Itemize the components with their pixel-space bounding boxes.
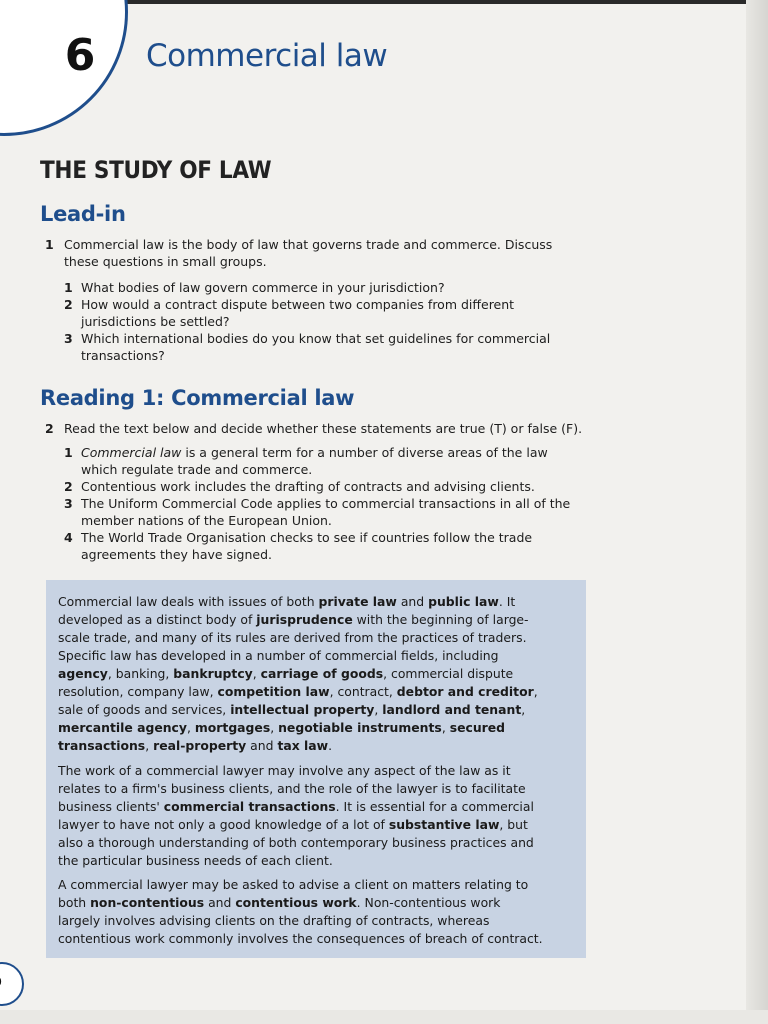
passage-paragraph-1: [58, 593, 543, 755]
passage-paragraph-2: [58, 762, 543, 870]
passage-text: with the beginning of large-scale trade, and many of its rules are derived from the practices of traders. Specific law has developed in a number of commercial fields, including: [58, 612, 529, 663]
item-text: What bodies of law govern commerce in your jurisdiction?: [81, 280, 445, 295]
passage-text: , banking,: [107, 666, 174, 681]
list-item: [64, 529, 584, 563]
item-number: 1: [64, 445, 73, 460]
passage-text: and: [204, 895, 236, 910]
item-text: The Uniform Commercial Code applies to commercial transactions in all of the member nations of the European Union.: [81, 496, 571, 528]
passage-text: ,: [374, 702, 383, 717]
key-term: secured transactions: [58, 720, 506, 753]
list-item: [64, 478, 584, 495]
chapter-number: 6: [64, 30, 96, 81]
passage-text: , commercial dispute resolution, company law,: [58, 666, 514, 699]
key-term: bankruptcy: [173, 666, 253, 681]
passage-text: and: [396, 594, 429, 609]
passage-text: ,: [441, 720, 450, 735]
page-edge-shadow: [746, 0, 768, 1024]
list-item: [64, 495, 584, 529]
key-term: substantive law: [388, 817, 500, 832]
passage-text: The work of a commercial lawyer may involve any aspect of the law as it relates to a firm's business clients, and the role of the lawyer is to facilitate business clients': [58, 763, 526, 814]
reading-heading: Reading 1: Commercial law: [40, 386, 355, 410]
key-term: contentious work: [235, 895, 357, 910]
exercise-instruction: Read the text below and decide whether these statements are true (T) or false (F).: [64, 421, 583, 436]
leadin-exercise: [45, 236, 585, 270]
item-number: 4: [64, 530, 73, 545]
reading-exercise: [45, 420, 605, 437]
key-term: negotiable instruments: [278, 720, 442, 735]
passage-text: , contract,: [329, 684, 397, 699]
passage-paragraph-3: [58, 876, 543, 948]
key-term: private law: [318, 594, 397, 609]
passage-text: ,: [252, 666, 261, 681]
exercise-number: 2: [45, 421, 54, 436]
passage-text: . It developed as a distinct body of: [58, 594, 516, 627]
passage-text: . It is essential for a commercial lawyer to have not only a good knowledge of a lot of: [58, 799, 534, 832]
key-term: commercial transactions: [163, 799, 336, 814]
list-item: [64, 330, 584, 364]
item-text: Which international bodies do you know that set guidelines for commercial transactions?: [81, 331, 551, 363]
item-text: is a general term for a number of diverse areas of the law which regulate trade and commerce.: [81, 445, 548, 477]
section-title: THE STUDY OF LAW: [40, 156, 272, 184]
passage-text: ,: [186, 720, 195, 735]
item-text: Contentious work includes the drafting of contracts and advising clients.: [81, 479, 535, 494]
passage-text: and: [246, 738, 278, 753]
key-term: landlord and tenant: [382, 702, 522, 717]
true-false-statements: [64, 444, 584, 563]
item-number: 2: [64, 297, 73, 312]
leadin-questions: [64, 279, 584, 364]
item-text: How would a contract dispute between two companies from different jurisdictions be settled?: [81, 297, 515, 329]
passage-text: ,: [270, 720, 279, 735]
key-term: carriage of goods: [260, 666, 384, 681]
key-term: public law: [428, 594, 499, 609]
item-number: 3: [64, 496, 73, 511]
list-item: [64, 296, 584, 330]
key-term: tax law: [277, 738, 329, 753]
passage-text: , but also a thorough understanding of both contemporary business practices and the particular business needs of each client.: [58, 817, 534, 868]
italic-term: Commercial law: [81, 445, 182, 460]
key-term: debtor and creditor: [396, 684, 534, 699]
key-term: mercantile agency: [58, 720, 187, 735]
key-term: competition law: [217, 684, 330, 699]
passage-text: , sale of goods and services,: [58, 684, 538, 717]
item-number: 1: [64, 280, 73, 295]
key-term: real-property: [153, 738, 247, 753]
page-number-badge: [0, 962, 24, 1006]
reading-passage-box: [46, 580, 586, 958]
page-number: [0, 975, 2, 989]
exercise-instruction: Commercial law is the body of law that governs trade and commerce. Discuss these questions in small groups.: [64, 237, 553, 269]
key-term: agency: [58, 666, 108, 681]
passage-text: .: [328, 738, 333, 753]
passage-text: Commercial law deals with issues of both: [58, 594, 319, 609]
item-number: 2: [64, 479, 73, 494]
passage-text: A commercial lawyer may be asked to advise a client on matters relating to both: [58, 877, 529, 910]
chapter-title: Commercial law: [146, 38, 388, 74]
list-item: [64, 444, 584, 478]
item-number: 3: [64, 331, 73, 346]
item-text: The World Trade Organisation checks to see if countries follow the trade agreements they have signed.: [81, 530, 533, 562]
key-term: jurisprudence: [256, 612, 353, 627]
bottom-edge: [0, 1010, 768, 1024]
list-item: [64, 279, 584, 296]
leadin-heading: Lead-in: [40, 202, 126, 226]
passage-text: . Non-contentious work largely involves advising clients on the drafting of contracts, whereas contentious work commonly involves the consequences of breach of contract.: [58, 895, 543, 946]
passage-text: ,: [521, 702, 526, 717]
key-term: intellectual property: [230, 702, 375, 717]
exercise-number: 1: [45, 237, 54, 252]
key-term: non-contentious: [90, 895, 205, 910]
key-term: mortgages: [194, 720, 271, 735]
passage-text: ,: [145, 738, 154, 753]
